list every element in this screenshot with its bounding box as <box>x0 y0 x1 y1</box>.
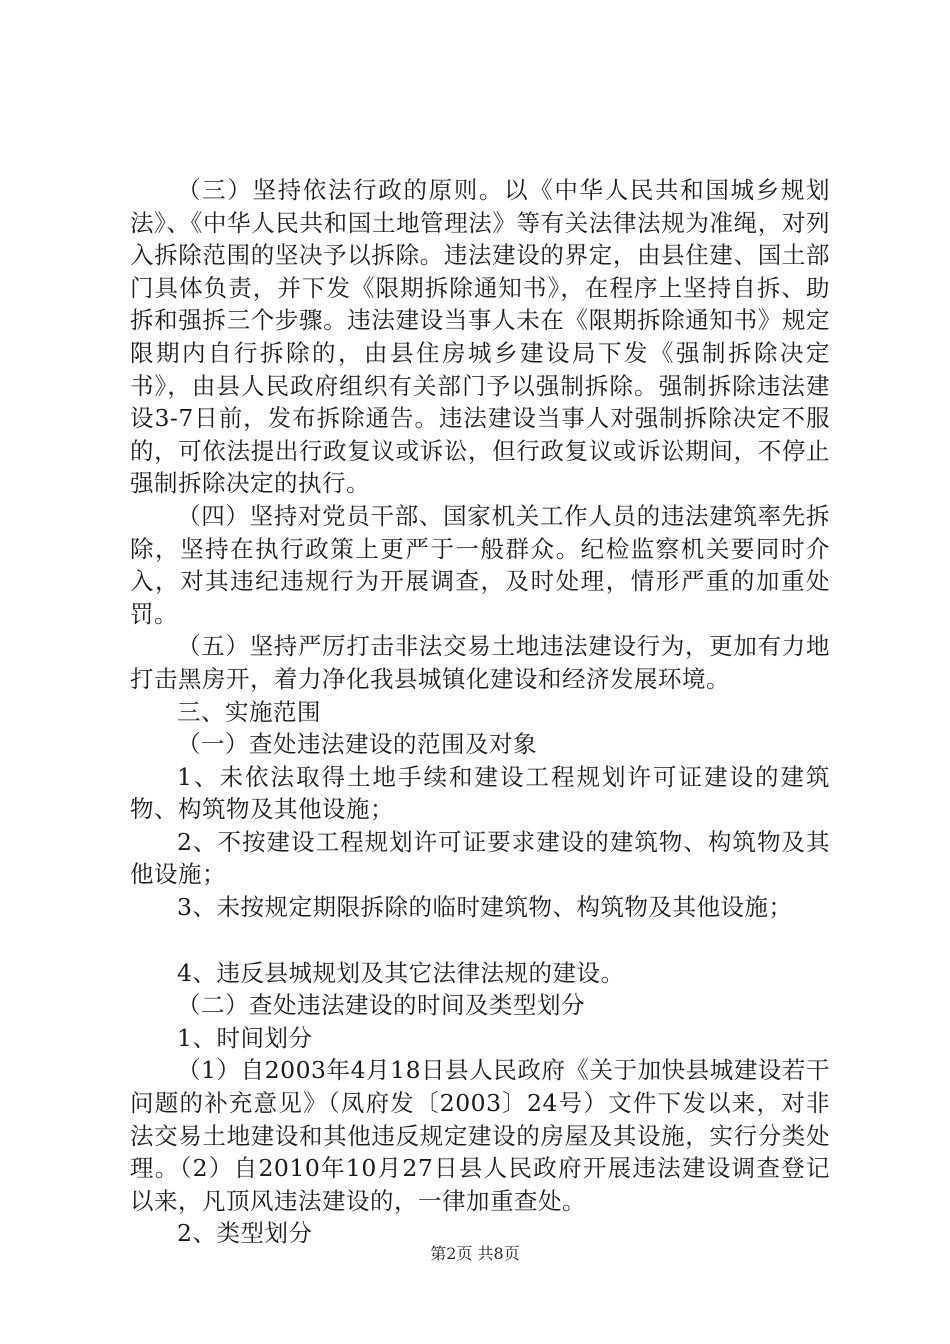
list-item-2: 2、不按建设工程规划许可证要求建设的建筑物、构筑物及其他设施； <box>130 827 830 889</box>
paragraph-principle-5: （五）坚持严厉打击非法交易土地违法建设行为，更加有力地打击黑房开，着力净化我县城镇化建设和经济发展环境。 <box>130 632 830 693</box>
list-item-4: 4、违反县城规划及其它法律法规的建设。 <box>177 958 625 987</box>
paragraph-time-division: （1）自2003年4月18日县人民政府《关于加快县城建设若干问题的补充意见》（凤府发〔2003〕24号）文件下发以来，对非法交易土地建设和其他违反规定建设的房屋及其设施，实行分类处理。（2）自2010年10月27日县人民政府开展违法建设调查登记以来，凡顶风违法建设的，一律加重查处。 <box>130 1056 830 1215</box>
blank-line <box>130 924 830 957</box>
subheading-time-division: 1、时间划分 <box>177 1023 313 1052</box>
paragraph-principle-4: （四）坚持对党员干部、国家机关工作人员的违法建筑率先拆除，坚持在执行政策上更严于一般群众。纪检监察机关要同时介入，对其违纪违规行为开展调查，及时处理，情形严重的加重处罚。 <box>130 501 830 628</box>
page-footer: 第2页 共8页 <box>430 1244 520 1263</box>
subheading-scope-objects: （一）查处违法建设的范围及对象 <box>177 730 537 759</box>
subheading-type-division: 2、类型划分 <box>177 1219 313 1248</box>
list-item-1: 1、未依法取得土地手续和建设工程规划许可证建设的建筑物、构筑物及其他设施； <box>130 762 830 824</box>
paragraph-principle-3: （三）坚持依法行政的原则。以《中华人民共和国城乡规划法》、《中华人民共和国土地管理法》等有关法律法规为准绳，对列入拆除范围的坚决予以拆除。违法建设的界定，由县住建、国土部门具体负责，并下发《限期拆除通知书》，在程序上坚持自拆、助拆和强拆三个步骤。违法建设当事人未在《限期拆除通知书》规定限期内自行拆除的，由县住房城乡建设局下发《强制拆除决定书》，由县人民政府组织有关部门予以强制拆除。强制拆除违法建设3-7日前，发布拆除通告。违法建设当事人对强制拆除决定不服的，可依法提出行政复议或诉讼，但行政复议或诉讼期间，不停止强制拆除决定的执行。 <box>130 176 830 498</box>
document-body <box>130 174 830 1250</box>
list-item-3: 3、未按规定期限拆除的临时建筑物、构筑物及其他设施； <box>177 893 793 922</box>
subheading-time-type: （二）查处违法建设的时间及类型划分 <box>177 991 585 1020</box>
section-heading-scope: 三、实施范围 <box>177 697 321 726</box>
